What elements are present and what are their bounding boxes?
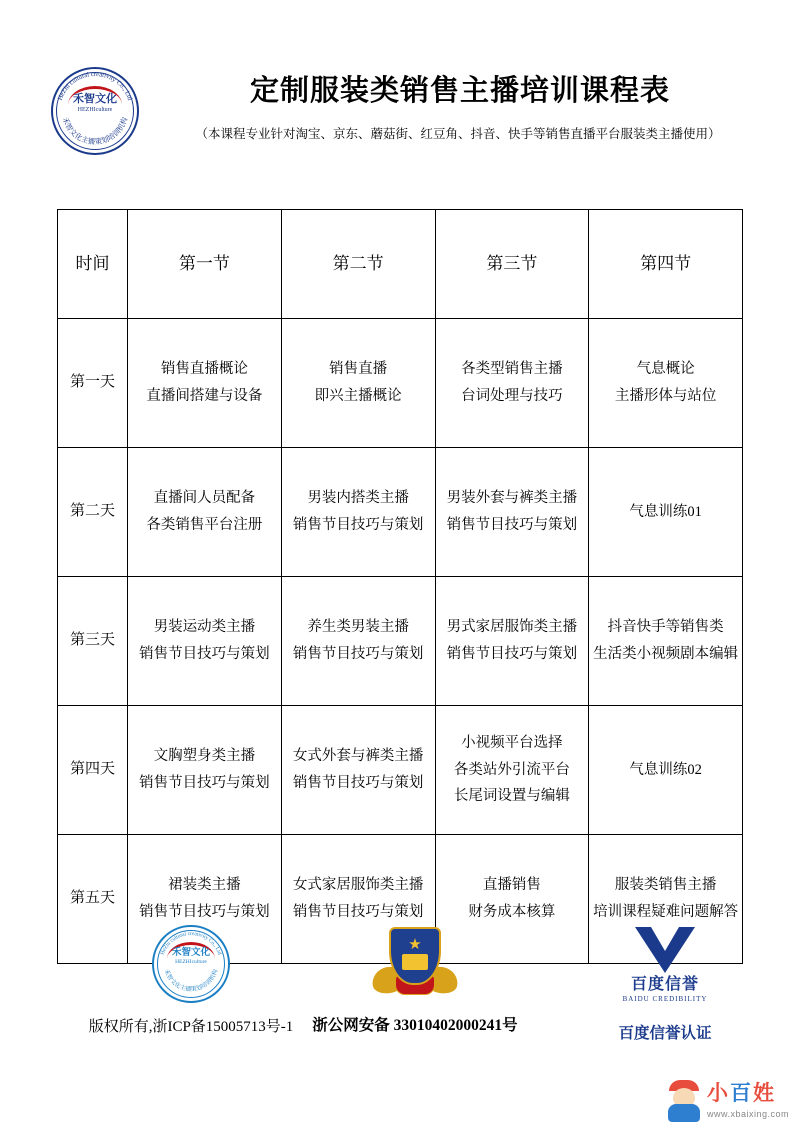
session-cell bbox=[435, 706, 589, 835]
logo-center-cn: 禾智文化 bbox=[73, 93, 117, 105]
baidu-mark-cn: 百度信誉 bbox=[630, 976, 699, 993]
logo-center-text bbox=[66, 94, 124, 128]
column-header: 第一节 bbox=[128, 210, 282, 319]
baidu-v-inner-shape bbox=[651, 927, 679, 951]
session-line: 男装内搭类主播 bbox=[307, 490, 409, 507]
session-line: 直播间人员配备 bbox=[153, 490, 256, 507]
seal-center-cn: 禾智文化 bbox=[171, 948, 210, 958]
baidu-credibility-icon bbox=[607, 927, 723, 1003]
session-line: 销售节目技巧与策划 bbox=[446, 517, 578, 533]
watermark-char-2: 百 bbox=[730, 1081, 753, 1105]
column-header: 时间 bbox=[58, 210, 128, 319]
national-emblem-icon bbox=[372, 927, 458, 1003]
session-line: 抖音快手等销售类 bbox=[607, 619, 724, 636]
copyright-badge bbox=[66, 925, 316, 1036]
table-row bbox=[58, 577, 743, 706]
session-cell bbox=[128, 319, 282, 448]
session-line: 培训课程疑难问题解答 bbox=[593, 904, 739, 920]
watermark-url: www.xbaixing.com bbox=[707, 1109, 790, 1120]
watermark-char-1: 小 bbox=[707, 1081, 730, 1105]
seal-arc-en: HeZhi cultural creativity Co., Ltd bbox=[159, 930, 223, 956]
session-line: 各类站外引流平台 bbox=[453, 761, 570, 778]
session-line: 销售节目技巧与策划 bbox=[139, 775, 270, 791]
watermark-mascot-icon bbox=[665, 1080, 703, 1122]
session-line: 台词处理与技巧 bbox=[461, 388, 563, 404]
page-title: 定制服装类销售主播培训课程表 bbox=[249, 75, 670, 107]
session-cell bbox=[128, 577, 282, 706]
seal-center-en: HEZHIculture bbox=[175, 958, 207, 965]
table-header-row bbox=[58, 210, 743, 319]
day-label: 第五天 bbox=[58, 835, 128, 964]
schedule-table-wrapper bbox=[57, 209, 743, 964]
session-line: 小视频平台选择 bbox=[461, 734, 563, 751]
session-cell bbox=[281, 706, 435, 835]
session-line: 女式家居服饰类主播 bbox=[292, 877, 424, 894]
session-line: 销售节目技巧与策划 bbox=[446, 646, 578, 662]
police-record-badge[interactable] bbox=[290, 927, 540, 1035]
page-subtitle: （本课程专业针对淘宝、京东、蘑菇街、红豆角、抖音、快手等销售直播平台服装类主播使用） bbox=[195, 127, 721, 141]
session-line: 文胸塑身类主播 bbox=[153, 748, 256, 765]
session-line: 直播间搭建与设备 bbox=[146, 388, 263, 404]
session-line: 服装类销售主播 bbox=[614, 877, 717, 894]
document-header bbox=[48, 62, 752, 172]
session-cell bbox=[435, 577, 589, 706]
session-line: 即兴主播概论 bbox=[314, 388, 402, 404]
company-seal bbox=[152, 925, 230, 1003]
session-cell bbox=[128, 706, 282, 835]
session-line: 气息训练02 bbox=[629, 761, 702, 778]
session-line: 销售节目技巧与策划 bbox=[292, 646, 424, 662]
session-line: 男装运动类主播 bbox=[153, 619, 256, 636]
baidu-caption: 百度信誉认证 bbox=[618, 1025, 712, 1042]
session-cell bbox=[589, 577, 743, 706]
svg-text:禾智文化主播策划培训机构 bbox=[163, 968, 220, 993]
session-cell bbox=[281, 577, 435, 706]
session-line: 养生类男装主播 bbox=[307, 619, 409, 636]
company-logo bbox=[48, 64, 144, 160]
session-line: 销售节目技巧与策划 bbox=[292, 775, 424, 791]
session-line: 长尾词设置与编辑 bbox=[453, 788, 570, 805]
column-header: 第二节 bbox=[281, 210, 435, 319]
table-row bbox=[58, 706, 743, 835]
table-row bbox=[58, 448, 743, 577]
seal-center-text bbox=[166, 949, 216, 966]
session-line: 销售节目技巧与策划 bbox=[139, 904, 270, 920]
police-record-text: 浙公网安备 33010402000241号 bbox=[312, 1017, 518, 1034]
session-line: 裙装类主播 bbox=[168, 877, 241, 894]
baidu-credibility-badge[interactable] bbox=[540, 927, 790, 1043]
mascot-body bbox=[668, 1104, 700, 1122]
logo-arc-cn: 禾智文化主播策划培训机构 bbox=[60, 116, 130, 147]
session-cell bbox=[589, 448, 743, 577]
session-line: 生活类小视频剧本编辑 bbox=[593, 646, 739, 662]
baidu-mark-text bbox=[607, 971, 723, 1003]
session-cell bbox=[435, 319, 589, 448]
copyright-text: 版权所有,浙ICP备15005713号-1 bbox=[88, 1019, 294, 1035]
session-cell bbox=[281, 319, 435, 448]
logo-center-en: HEZHIculture bbox=[77, 106, 113, 113]
baidu-mark-en: BAIDU CREDIBILITY bbox=[622, 995, 708, 1003]
document-footer bbox=[0, 925, 800, 1065]
session-line: 财务成本核算 bbox=[468, 904, 556, 920]
schedule-table bbox=[57, 209, 743, 964]
session-line: 销售节目技巧与策划 bbox=[139, 646, 270, 662]
session-cell bbox=[589, 319, 743, 448]
session-line: 气息训练01 bbox=[629, 503, 702, 520]
session-cell bbox=[589, 706, 743, 835]
session-line: 主播形体与站位 bbox=[614, 388, 717, 404]
session-line: 各类型销售主播 bbox=[461, 361, 563, 378]
day-label: 第三天 bbox=[58, 577, 128, 706]
session-line: 销售直播概论 bbox=[160, 361, 248, 378]
session-line: 女式外套与裤类主播 bbox=[292, 748, 424, 765]
session-line: 各类销售平台注册 bbox=[146, 517, 263, 533]
session-line: 销售节目技巧与策划 bbox=[292, 517, 424, 533]
column-header: 第四节 bbox=[589, 210, 743, 319]
watermark-text bbox=[707, 1082, 797, 1119]
watermark-brand bbox=[707, 1082, 797, 1105]
day-label: 第四天 bbox=[58, 706, 128, 835]
day-label: 第二天 bbox=[58, 448, 128, 577]
seal-arc-cn: 禾智文化主播策划培训机构 bbox=[162, 968, 220, 994]
session-line: 男式家居服饰类主播 bbox=[446, 619, 578, 636]
emblem-gate bbox=[402, 954, 428, 970]
emblem-star-icon: ★ bbox=[408, 937, 422, 953]
session-line: 销售节目技巧与策划 bbox=[292, 904, 424, 920]
logo-arc-en: HeZhi cultural creativity Co., Ltd bbox=[56, 70, 134, 102]
session-cell bbox=[435, 448, 589, 577]
watermark-char-3: 姓 bbox=[753, 1081, 776, 1105]
session-line: 销售直播 bbox=[329, 361, 388, 378]
site-watermark bbox=[665, 1080, 795, 1138]
day-label: 第一天 bbox=[58, 319, 128, 448]
table-row bbox=[58, 319, 743, 448]
session-cell bbox=[128, 448, 282, 577]
session-line: 气息概论 bbox=[636, 361, 695, 378]
session-line: 男装外套与裤类主播 bbox=[446, 490, 578, 507]
column-header: 第三节 bbox=[435, 210, 589, 319]
session-cell bbox=[281, 448, 435, 577]
session-line: 直播销售 bbox=[482, 877, 541, 894]
